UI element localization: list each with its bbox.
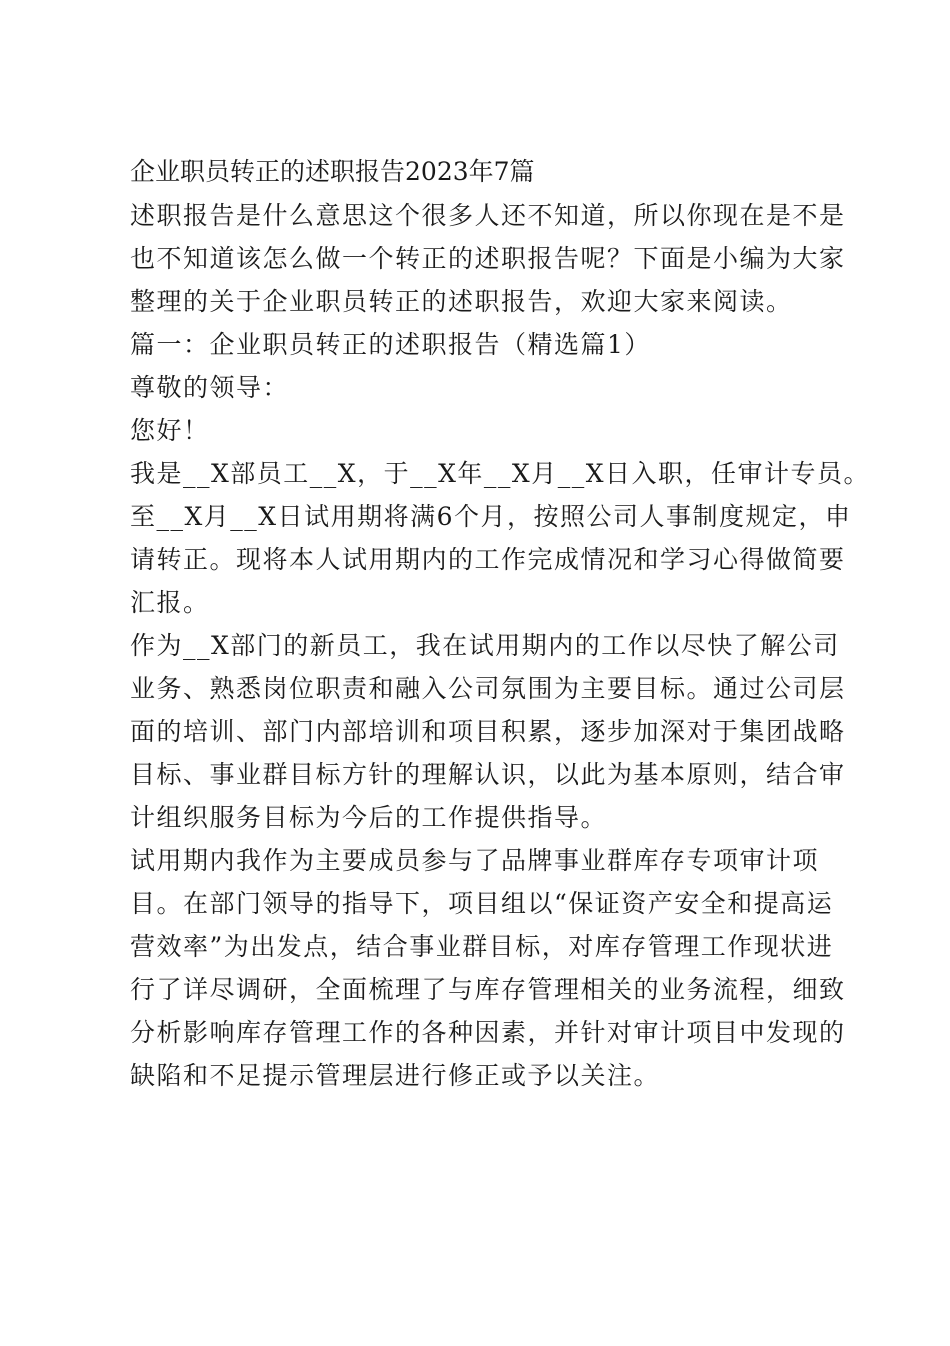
section-heading: 篇一：企业职员转正的述职报告（精选篇1） xyxy=(130,330,651,359)
paragraph-1-line-4: 汇报。 xyxy=(130,588,210,617)
intro-line-3: 整理的关于企业职员转正的述职报告，欢迎大家来阅读。 xyxy=(130,287,793,316)
paragraph-2-line-2: 业务、熟悉岗位职责和融入公司氛围为主要目标。通过公司层 xyxy=(130,674,846,703)
intro-line-2: 也不知道该怎么做一个转正的述职报告呢？下面是小编为大家 xyxy=(130,244,846,273)
intro-paragraph xyxy=(130,194,846,323)
paragraph-2-line-1: 作为__X部门的新员工，我在试用期内的工作以尽快了解公司 xyxy=(130,631,840,660)
paragraph-1-line-2: 至__X月__X日试用期将满6个月，按照公司人事制度规定，申 xyxy=(130,502,852,531)
paragraph-3-line-5: 分析影响库存管理工作的各种因素，并针对审计项目中发现的 xyxy=(130,1018,846,1047)
intro-line-1: 述职报告是什么意思这个很多人还不知道，所以你现在是不是 xyxy=(130,201,846,230)
paragraph-1-line-3: 请转正。现将本人试用期内的工作完成情况和学习心得做简要 xyxy=(130,545,846,574)
paragraph-1-line-1: 我是__X部员工__X，于__X年__X月__X日入职，任审计专员。 xyxy=(130,459,870,488)
greeting: 您好！ xyxy=(130,416,210,445)
paragraph-3-line-4: 行了详尽调研，全面梳理了与库存管理相关的业务流程，细致 xyxy=(130,975,846,1004)
paragraph-2-line-3: 面的培训、部门内部培训和项目积累，逐步加深对于集团战略 xyxy=(130,717,846,746)
paragraph-1 xyxy=(130,452,870,624)
paragraph-2-line-4: 目标、事业群目标方针的理解认识，以此为基本原则，结合审 xyxy=(130,760,846,789)
paragraph-3-line-1: 试用期内我作为主要成员参与了品牌事业群库存专项审计项 xyxy=(130,846,820,875)
paragraph-2-line-5: 计组织服务目标为今后的工作提供指导。 xyxy=(130,803,608,832)
salutation: 尊敬的领导： xyxy=(130,373,290,402)
document-title: 企业职员转正的述职报告2023年7篇 xyxy=(130,157,535,186)
paragraph-3-line-2: 目。在部门领导的指导下，项目组以“保证资产安全和提高运 xyxy=(130,889,834,918)
paragraph-3-line-3: 营效率”为出发点，结合事业群目标，对库存管理工作现状进 xyxy=(130,932,834,961)
document-page xyxy=(130,150,870,1097)
paragraph-2 xyxy=(130,624,846,839)
paragraph-3-line-6: 缺陷和不足提示管理层进行修正或予以关注。 xyxy=(130,1061,661,1090)
paragraph-3 xyxy=(130,839,846,1097)
